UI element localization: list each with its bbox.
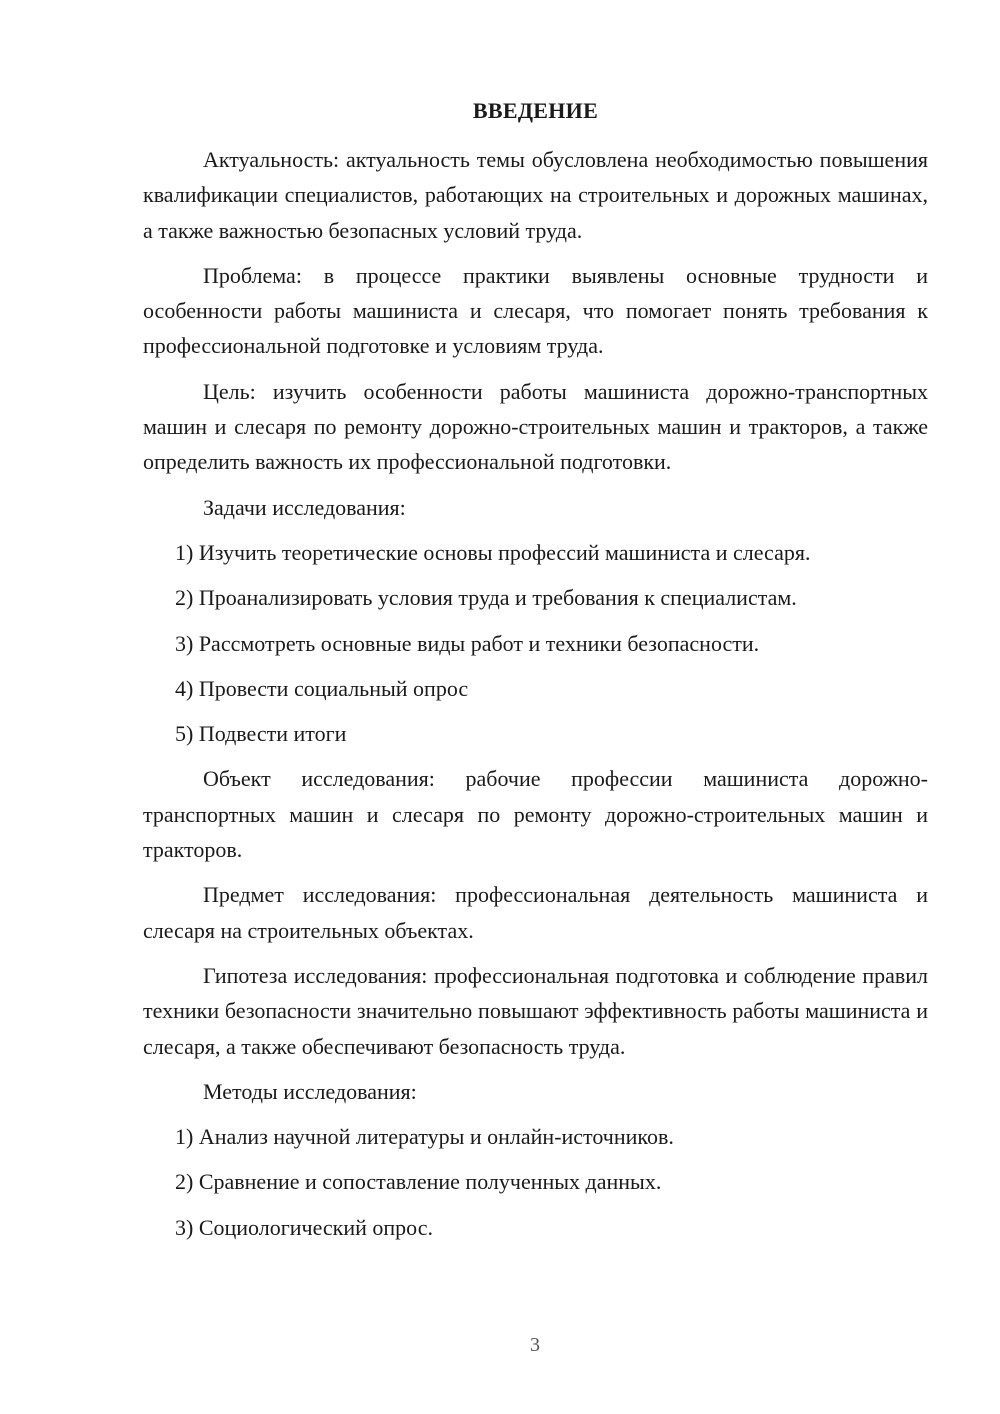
problem-paragraph: Проблема: в процессе практики выявлены основные трудности и особенности работы машиниста и слесаря, что помогает понять требования к профессиональной подготовке и условиям труда. xyxy=(143,262,928,359)
list-item: 5) Подвести итоги xyxy=(175,721,347,747)
relevance-paragraph: Актуальность: актуальность темы обусловлена необходимостью повышения квалификации специалистов, работающих на строительных и дорожных машинах, а также важностью безопасных условий труда. xyxy=(143,147,928,243)
list-item: 4) Провести социальный опрос xyxy=(175,675,469,701)
section-title: ВВЕДЕНИЕ xyxy=(472,98,599,123)
list-item: 1) Изучить теоретические основы профессий машиниста и слесаря. xyxy=(175,539,811,565)
list-item: 2) Сравнение и сопоставление полученных данных. xyxy=(175,1169,662,1195)
list-item: 1) Анализ научной литературы и онлайн-источников. xyxy=(175,1124,674,1150)
tasks-heading: Задачи исследования: xyxy=(203,494,406,520)
page-number: 3 xyxy=(530,1334,540,1356)
hypothesis-paragraph: Гипотеза исследования: профессиональная подготовка и соблюдение правил техники безопасности значительно повышают эффективность работы машиниста и слесаря, а также обеспечивают безопасность труда. xyxy=(143,962,928,1059)
methods-list xyxy=(143,1119,928,1245)
goal-paragraph: Цель: изучить особенности работы машиниста дорожно-транспортных машин и слесаря по ремонту дорожно-строительных машин и тракторов, а также определить важность их профессиональной подготовки. xyxy=(143,378,928,475)
document-page xyxy=(143,96,928,1255)
subject-paragraph: Предмет исследования: профессиональная деятельность машиниста и слесаря на строительных объектах. xyxy=(143,882,928,943)
tasks-list xyxy=(143,535,928,751)
list-item: 3) Социологический опрос. xyxy=(175,1214,433,1240)
list-item: 3) Рассмотреть основные виды работ и техники безопасности. xyxy=(175,630,760,656)
list-item: 2) Проанализировать условия труда и требования к специалистам. xyxy=(175,585,797,611)
object-paragraph: Объект исследования: рабочие профессии машиниста дорожно-транспортных машин и слесаря по ремонту дорожно-строительных машин и тракторов. xyxy=(143,766,928,863)
methods-heading: Методы исследования: xyxy=(203,1078,417,1104)
